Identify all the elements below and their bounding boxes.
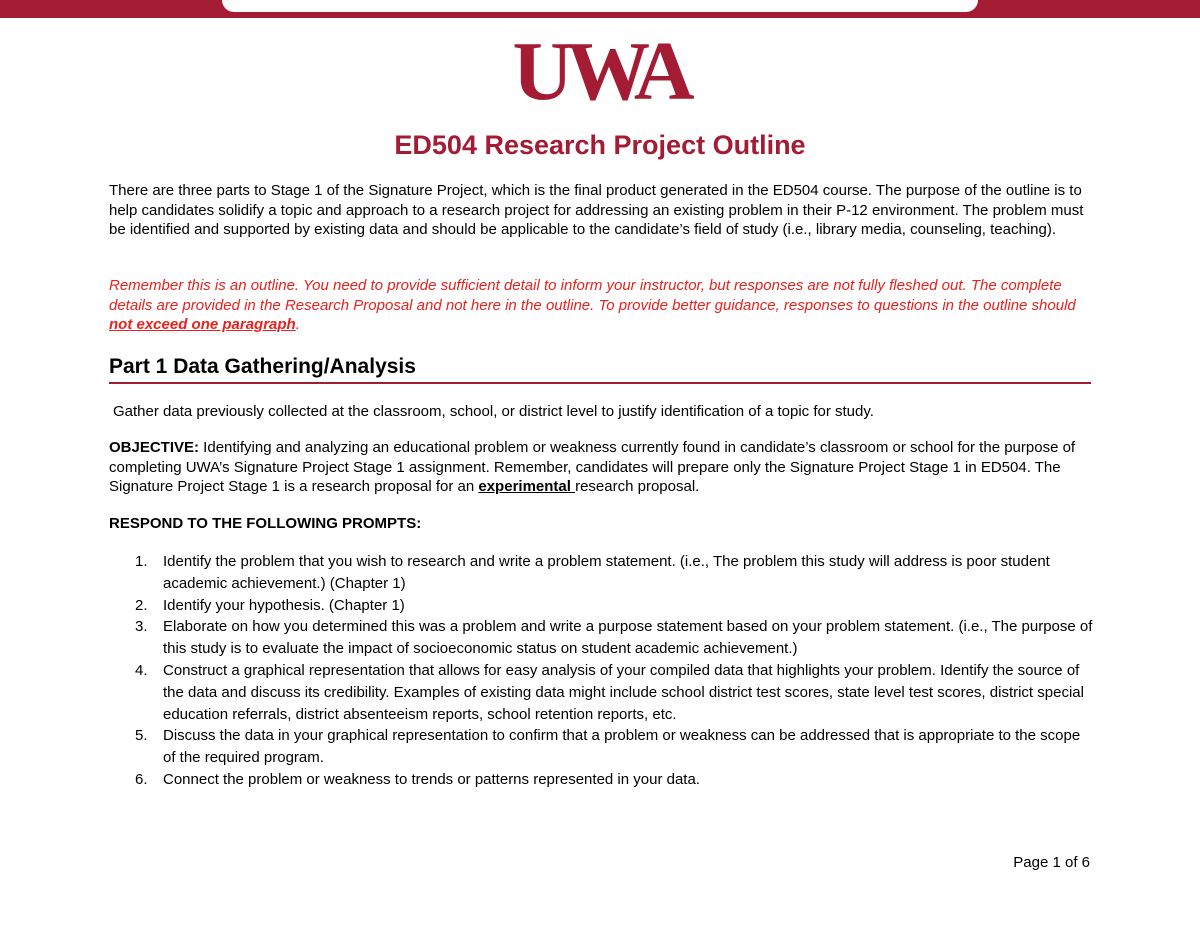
document-title: ED504 Research Project Outline [394,130,806,160]
intro-paragraph: There are three parts to Stage 1 of the Signature Project, which is the final product generated in the ED504 course. The purpose of the outline is to help candidates solidify a topic and approach to a research project for addressing an existing problem in their P-12 environment. The problem must be identified and supported by existing data and should be applicable to the candidate’s field of study (i.e., library media, counseling, teaching). [109,182,1084,238]
page-number: Page 1 of 6 [1013,854,1090,871]
list-item [109,595,1094,617]
list-item-text: Discuss the data in your graphical representation to confirm that a problem or weakness can be addressed that is appropriate to the scope of the required program. [163,727,1081,767]
list-item-number: 6. [135,770,148,788]
list-item-text: Elaborate on how you determined this was a problem and write a purpose statement based on your problem statement. (i.e., The purpose of this study is to evaluate the impact of socioeconomic status on student academic achievement.) [163,618,1093,658]
uwa-logo: UWA [512,25,688,118]
objective-end: research proposal. [575,478,700,495]
gather-paragraph: Gather data previously collected at the classroom, school, or district level to justify identification of a topic for study. [113,403,874,420]
reminder-emphasis: not exceed one paragraph [109,316,296,333]
reminder-end: . [295,316,300,333]
objective-text: Identifying and analyzing an educational problem or weakness currently found in candidate’s classroom or school for the purpose of completing UWA’s Signature Project Stage 1 assignment. Remember, candidates will prepare only the Signature Project Stage 1 in ED504. The Signature Project Stage 1 is a research proposal for an [109,439,1076,495]
reminder-text: Remember this is an outline. You need to provide sufficient detail to inform your instructor, but responses are not fully fleshed out. The complete details are provided in the Research Proposal and not here in the outline. To provide better guidance, responses to questions in the outline should [109,277,1076,314]
respond-heading: RESPOND TO THE FOLLOWING PROMPTS: [109,515,422,532]
list-item-text: Identify your hypothesis. (Chapter 1) [163,596,405,614]
list-item [109,769,1094,791]
list-item-number: 4. [135,661,148,679]
part1-heading: Part 1 Data Gathering/Analysis [109,354,1091,384]
top-white-tab [222,0,978,12]
objective-emphasis: experimental [478,478,576,495]
list-item [109,616,1094,660]
list-item-number: 1. [135,553,148,570]
prompt-list [109,551,1094,791]
list-item-text: Identify the problem that you wish to research and write a problem statement. (i.e., The problem this study will address is poor student academic achievement.) (Chapter 1) [163,553,1050,592]
reminder-paragraph [109,276,1094,335]
list-item [109,725,1094,769]
list-item-text: Connect the problem or weakness to trends or patterns represented in your data. [163,770,700,788]
objective-label: OBJECTIVE: [109,439,200,456]
list-item [109,551,1094,595]
list-item [109,660,1094,725]
list-item-number: 3. [135,618,148,636]
list-item-text: Construct a graphical representation that allows for easy analysis of your compiled data that highlights your problem. Identify the source of the data and discuss its credibility. Examples of existing data might include school district test scores, state level test scores, district special education referrals, district absenteeism reports, school retention reports, etc. [163,661,1084,723]
list-item-number: 5. [135,727,148,745]
objective-paragraph [109,438,1094,497]
list-item-number: 2. [135,596,148,614]
